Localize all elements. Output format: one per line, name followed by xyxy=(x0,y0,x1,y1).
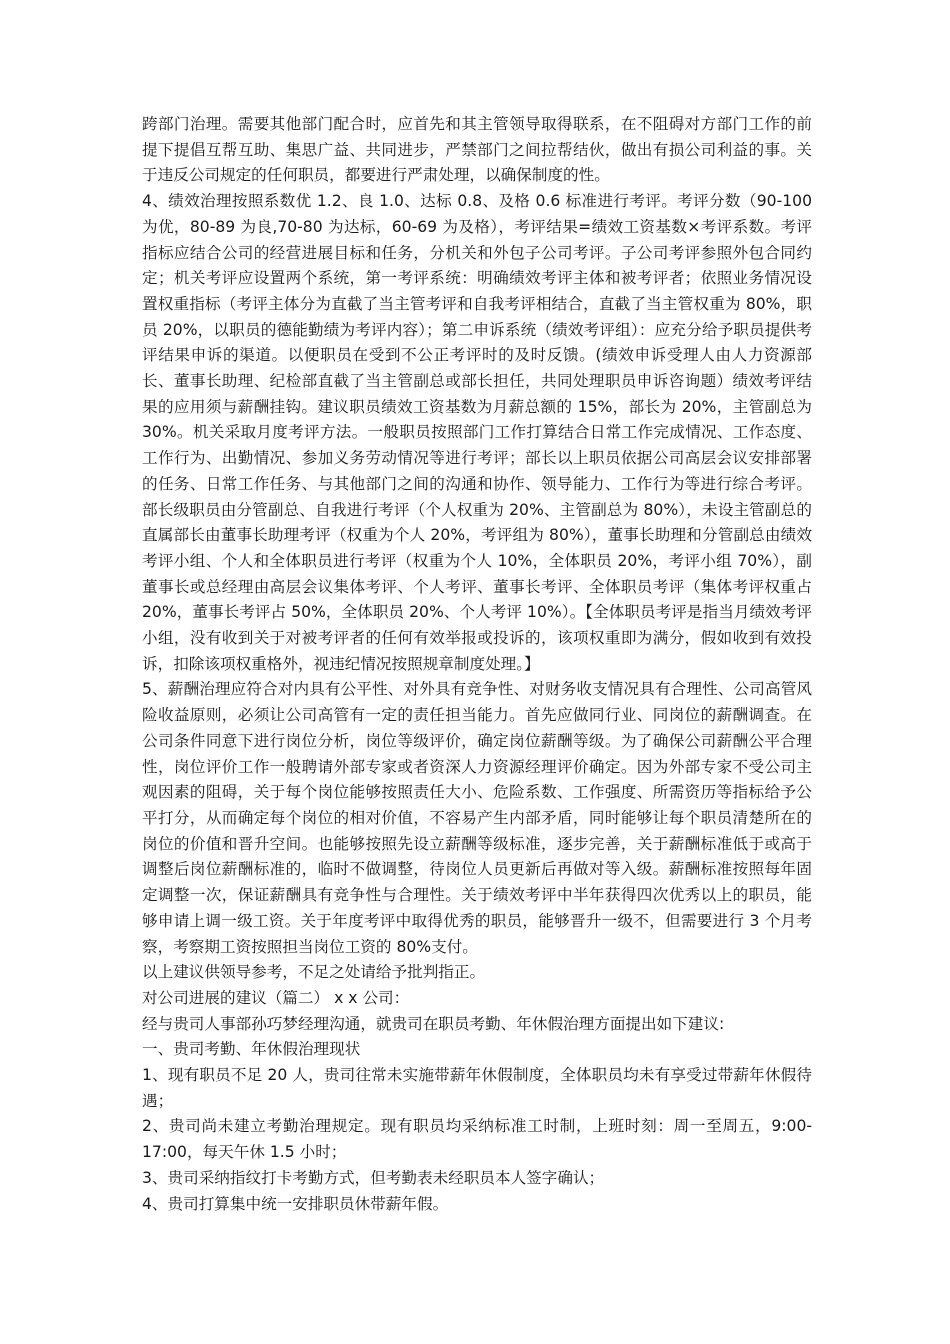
paragraph-item-5-salary: 5、薪酬治理应符合对内具有公平性、对外具有竞争性、对财务收支情况具有合理性、公司高管风险收益原则，必须让公司高管有一定的责任担当能力。首先应做同行业、同岗位的薪酬调查。在公司条件同意下进行岗位分析，岗位等级评价，确定岗位薪酬等级。为了确保公司薪酬公平合理性，岗位评价工作一般聘请外部专家或者资深人力资源经理评价确定。因为外部专家不受公司主观因素的阻碍，关于每个岗位能够按照责任大小、危险系数、工作强度、所需资历等指标给予公平打分，从而确定每个岗位的相对价值，不容易产生内部矛盾，同时能够让每个职员清楚所在的岗位的价值和晋升空间。也能够按照先设立薪酬等级标准，逐步完善，关于薪酬标准低于或高于调整后岗位薪酬标准的，临时不做调整，待岗位人员更新后再做对等入级。薪酬标准按照每年固定调整一次，保证薪酬具有竞争性与合理性。关于绩效考评中半年获得四次优秀以上的职员，能够申请上调一级工资。关于年度考评中取得优秀的职员，能够晋升一级不，但需要进行 3 个月考察，考察期工资按照担当岗位工资的 80%支付。 xyxy=(142,680,812,956)
paragraph-list-item-3: 3、贵司采纳指纹打卡考勤方式，但考勤表未经职员本人签字确认； xyxy=(142,1168,605,1187)
document-body xyxy=(142,112,812,1217)
paragraph-list-item-1: 1、现有职员不足 20 人，贵司往常未实施带薪年休假制度，全体职员均未有享受过带薪年休假待遇； xyxy=(142,1066,812,1110)
paragraph-list-item-4: 4、贵司打算集中统一安排职员休带薪年假。 xyxy=(142,1194,449,1213)
paragraph-closing: 以上建议供领导参考，不足之处请给予批判指正。 xyxy=(142,963,486,982)
paragraph-intro: 跨部门治理。需要其他部门配合时，应首先和其主管领导取得联系，在不阻碍对方部门工作的前提下提倡互帮互助、集思广益、共同进步，严禁部门之间拉帮结伙，做出有损公司利益的事。关于违反公司规定的任何职员，都要进行严肃处理，以确保制度的性。 xyxy=(142,115,812,185)
paragraph-section-intro: 经与贵司人事部孙巧梦经理沟通，就贵司在职员考勤、年休假治理方面提出如下建议: xyxy=(142,1014,725,1033)
paragraph-list-item-2: 2、贵司尚未建立考勤治理规定。现有职员均采纳标准工时制，上班时刻：周一至周五，9:00-17:00，每天午休 1.5 小时； xyxy=(142,1117,812,1162)
paragraph-subheading: 一、贵司考勤、年休假治理现状 xyxy=(142,1040,361,1059)
paragraph-item-4-performance: 4、绩效治理按照系数优 1.2、良 1.0、达标 0.8、及格 0.6 标准进行考评。考评分数（90-100 为优，80-89 为良,70-80 为达标，60-69 为及格），考评结果=绩效工资基数×考评系数。考评指标应结合公司的经营进展目标和任务，分机关和外包子公司考评。子公司考评参照外包合同约定；机关考评应设置两个系统，第一考评系统：明确绩效考评主体和被考评者；依照业务情况设置权重指标（考评主体分为直截了当主管考评和自我考评相结合，直截了当主管权重为 80%，职员 20%，以职员的德能勤绩为考评内容）；第二申诉系统（绩效考评组）：应充分给予职员提供考评结果申诉的渠道。以便职员在受到不公正考评时的及时反馈。(绩效申诉受理人由人力资源部长、董事长助理、纪检部直截了当主管副总或部长担任，共同处理职员申诉咨询题）绩效考评结果的应用须与薪酬挂钩。建议职员绩效工资基数为月薪总额的 15%，部长为 20%，主管副总为 30%。机关采取月度考评方法。一般职员按照部门工作打算结合日常工作完成情况、工作态度、工作行为、出勤情况、参加义务劳动情况等进行考评；部长以上职员依据公司高层会议安排部署的任务、日常工作任务、与其他部门之间的沟通和协作、领导能力、工作行为等进行综合考评。部长级职员由分管副总、自我进行考评（个人权重为 20%、主管副总为 80%），未设主管副总的直属部长由董事长助理考评（权重为个人 20%，考评组为 80%），董事长助理和分管副总由绩效考评小组、个人和全体职员进行考评（权重为个人 10%，全体职员 20%，考评小组 70%），副董事长或总经理由高层会议集体考评、个人考评、董事长考评、全体职员考评（集体考评权重占 20%，董事长考评占 50%，全体职员 20%、个人考评 10%）。【全体职员考评是指当月绩效考评小组，没有收到关于对被考评者的任何有效举报或投诉的，该项权重即为满分，假如收到有效投诉，扣除该项权重格外，视违纪情况按照规章制度处理。】 xyxy=(142,192,812,673)
paragraph-section-heading: 对公司进展的建议（篇二） x x 公司： xyxy=(142,988,410,1007)
